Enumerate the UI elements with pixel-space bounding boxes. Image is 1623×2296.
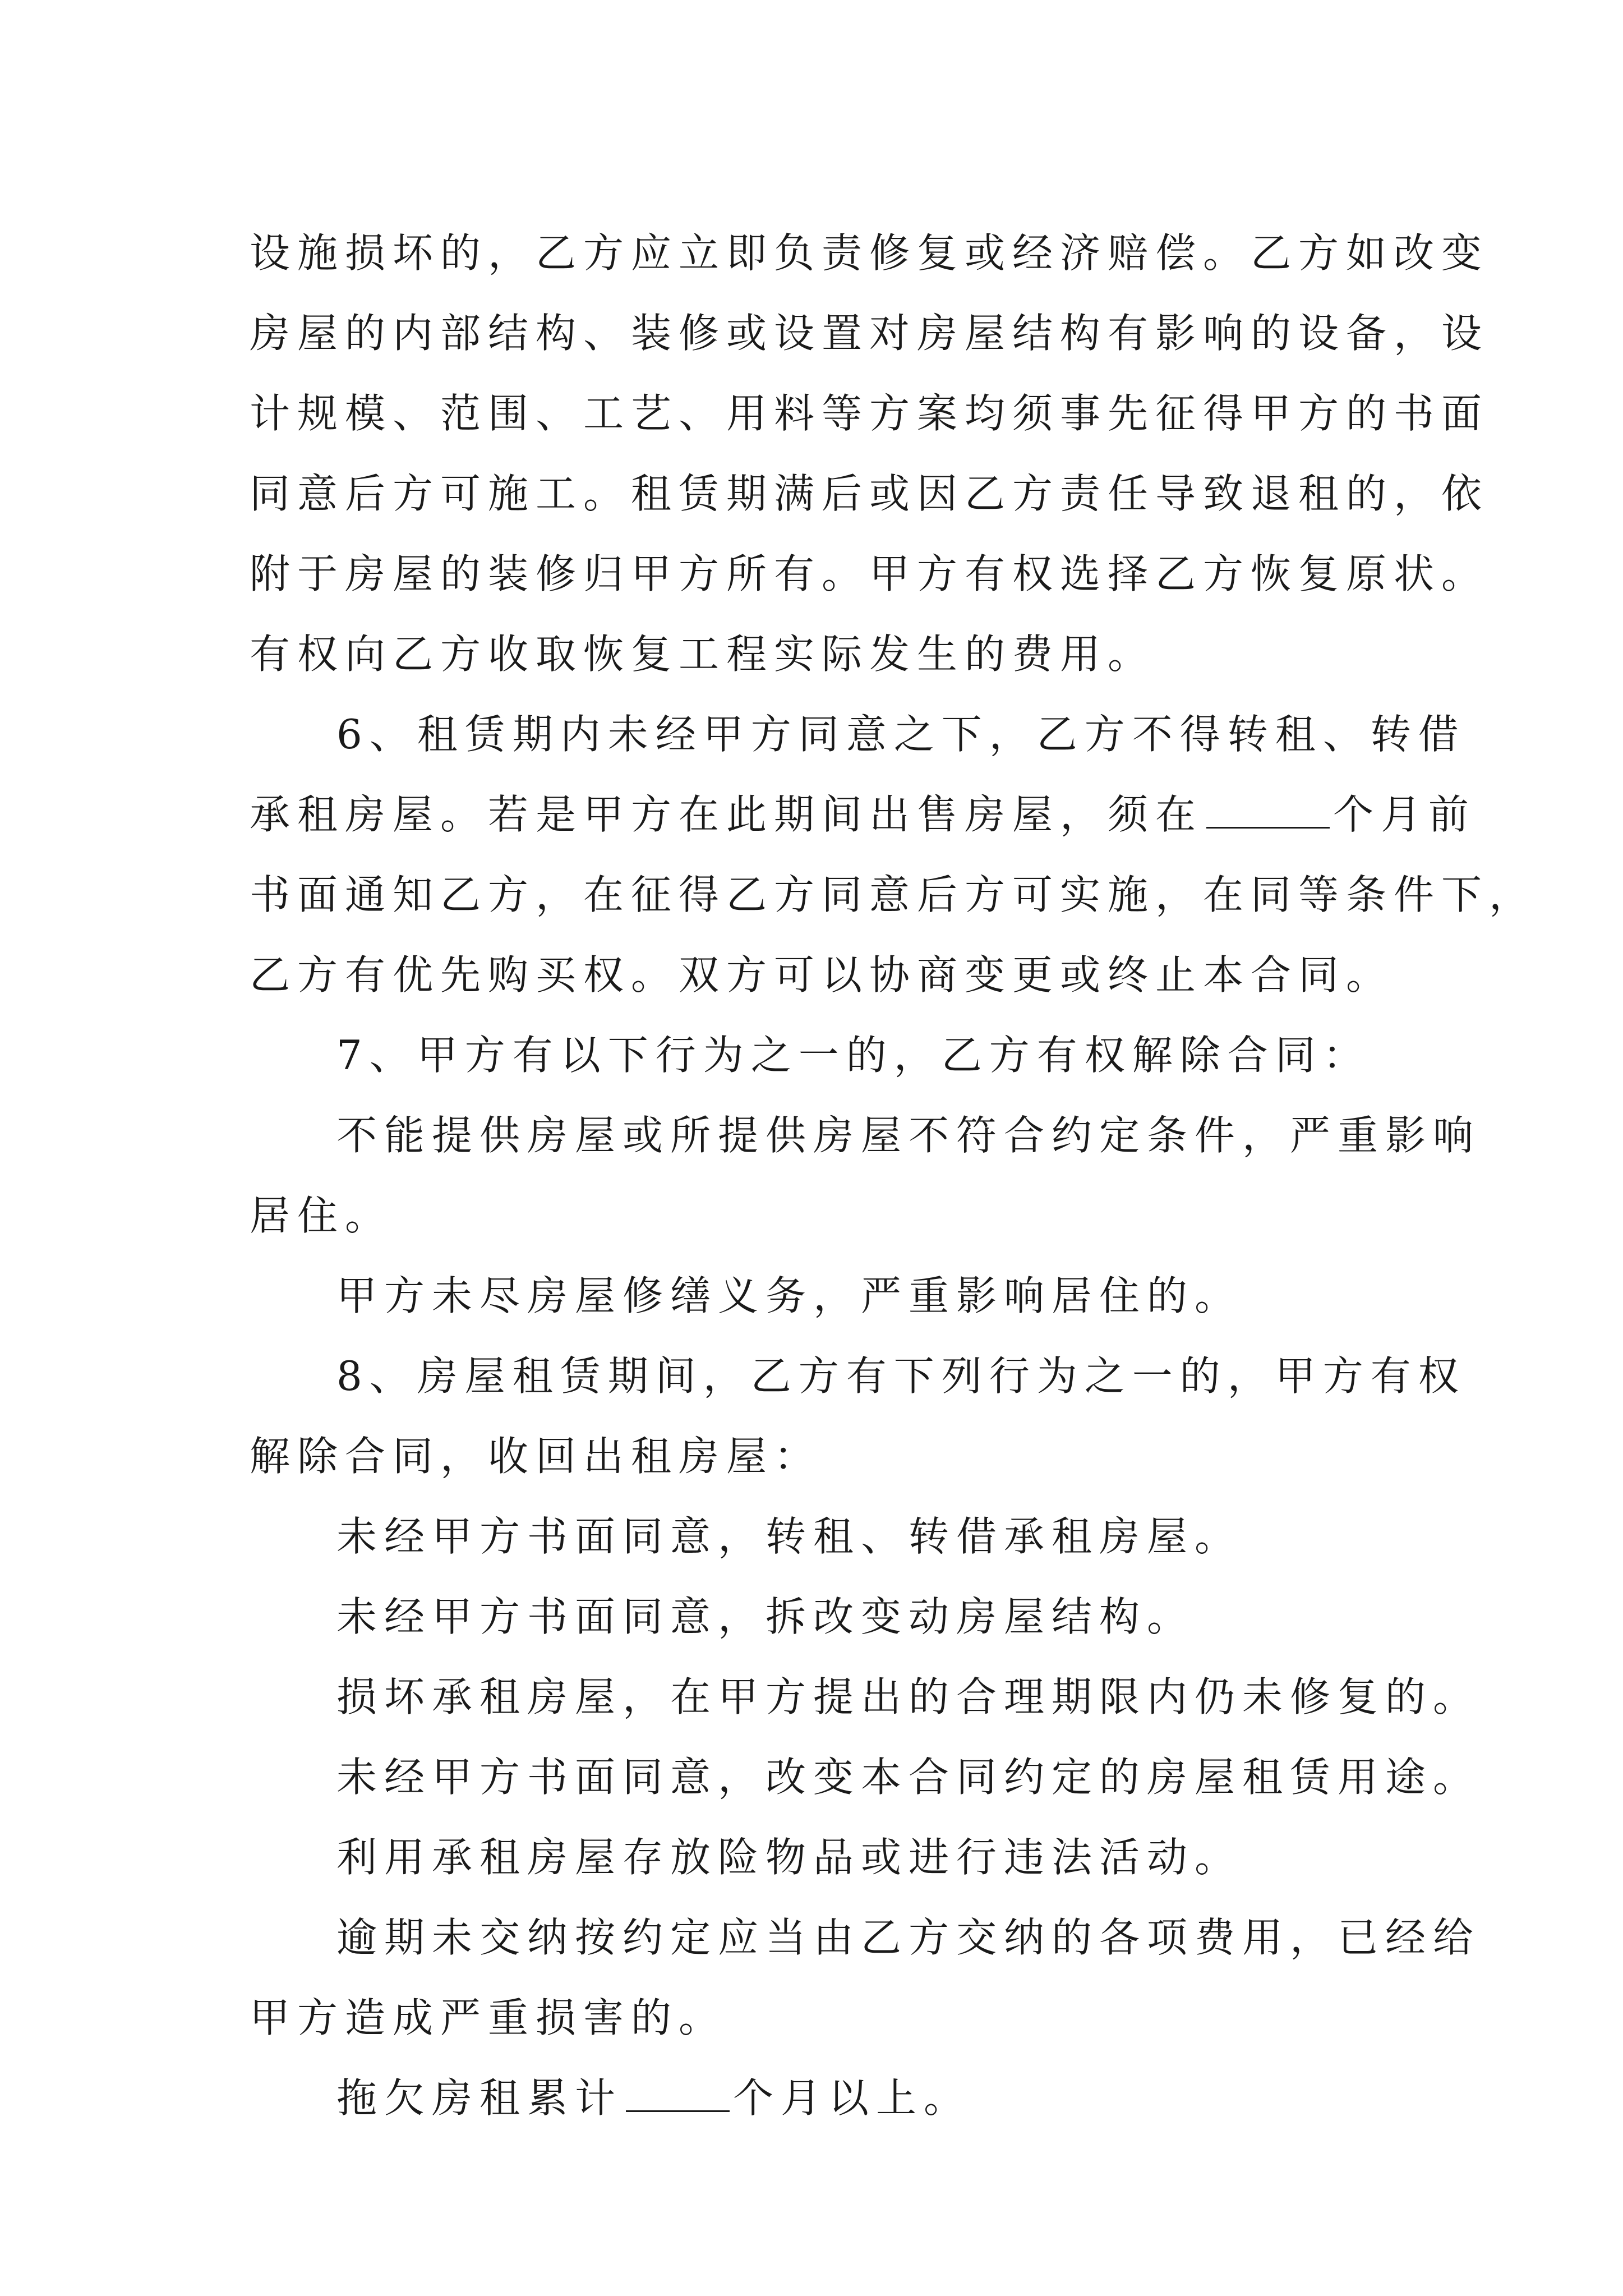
clause-8-item: 未经甲方书面同意，拆改变动房屋结构。 bbox=[336, 1593, 1195, 1640]
paragraph-line: 计规模、范围、工艺、用料等方案均须事先征得甲方的书面 bbox=[250, 390, 1490, 437]
clause-8-item: 利用承租房屋存放险物品或进行违法活动。 bbox=[336, 1834, 1243, 1881]
paragraph-line: 有权向乙方收取恢复工程实际发生的费用。 bbox=[250, 631, 1156, 678]
clause-8-item: 损坏承租房屋，在甲方提出的合理期限内仍未修复的。 bbox=[336, 1673, 1481, 1720]
clause-8-item: 未经甲方书面同意，转租、转借承租房屋。 bbox=[336, 1513, 1243, 1560]
clause-8-item-with-blank bbox=[250, 2058, 1388, 2138]
paragraph-line: 房屋的内部结构、装修或设置对房屋结构有影响的设备，设 bbox=[250, 310, 1490, 357]
paragraph-line: 设施损坏的，乙方应立即负责修复或经济赔偿。乙方如改变 bbox=[250, 229, 1490, 277]
paragraph-line: 居住。 bbox=[250, 1192, 393, 1239]
clause-7-heading: 7、甲方有以下行为之一的，乙方有权解除合同： bbox=[336, 1032, 1371, 1079]
clause-6-line-with-blank bbox=[250, 775, 1477, 855]
clause-6-line: 6、租赁期内未经甲方同意之下，乙方不得转租、转借 bbox=[336, 711, 1466, 758]
clause-7-item: 甲方未尽房屋修缮义务，严重影响居住的。 bbox=[336, 1272, 1243, 1319]
clause-8-item: 未经甲方书面同意，改变本合同约定的房屋租赁用途。 bbox=[336, 1754, 1481, 1801]
paragraph-line: 同意后方可施工。租赁期满后或因乙方责任导致退租的，依 bbox=[250, 470, 1490, 517]
paragraph-line: 乙方有优先购买权。双方可以协商变更或终止本合同。 bbox=[250, 951, 1394, 999]
clause-8-heading: 8、房屋租赁期间，乙方有下列行为之一的，甲方有权 bbox=[336, 1352, 1466, 1400]
clause-8-item: 逾期未交纳按约定应当由乙方交纳的各项费用，已经给 bbox=[336, 1914, 1481, 1961]
clause-6-text-before-blank: 承租房屋。若是甲方在此期间出售房屋，须在 bbox=[250, 791, 1204, 838]
paragraph-line: 甲方造成严重损害的。 bbox=[250, 1994, 727, 2041]
rent-arrears-text-before-blank: 拖欠房租累计 bbox=[336, 2074, 623, 2122]
paragraph-line: 解除合同，收回出租房屋： bbox=[250, 1433, 822, 1480]
fill-in-blank-months bbox=[1206, 786, 1330, 829]
clause-6-text-after-blank: 个月前 bbox=[1333, 791, 1477, 838]
fill-in-blank-arrears-months bbox=[626, 2070, 730, 2112]
rent-arrears-text-after-blank: 个月以上。 bbox=[733, 2074, 972, 2122]
paragraph-line: 书面通知乙方，在征得乙方同意后方可实施，在同等条件下， bbox=[250, 871, 1537, 918]
paragraph-line: 附于房屋的装修归甲方所有。甲方有权选择乙方恢复原状。 bbox=[250, 550, 1490, 597]
document-body bbox=[250, 213, 1537, 2138]
clause-7-item: 不能提供房屋或所提供房屋不符合约定条件，严重影响 bbox=[336, 1112, 1481, 1159]
